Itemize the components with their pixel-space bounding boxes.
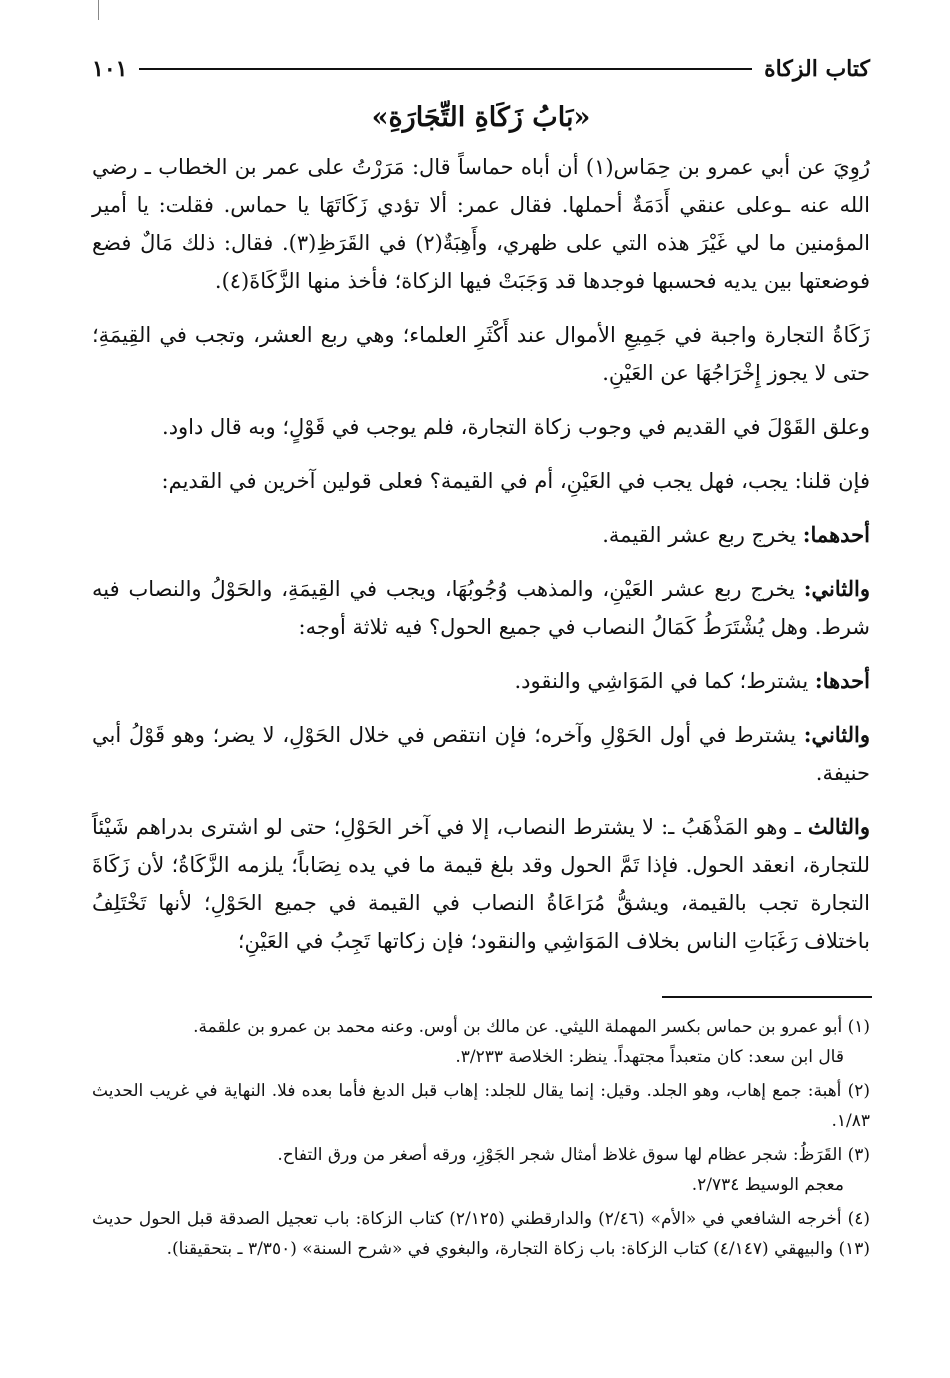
- paragraph-text: يشترط؛ كما في المَوَاشِي والنقود.: [514, 669, 815, 693]
- paragraph-lead: والثالث: [807, 814, 870, 839]
- paragraph-text: يخرج ربع عشر القيمة.: [602, 523, 803, 547]
- paragraph-text: يشترط في أول الحَوْلِ وآخره؛ فإن انتقص في خلال الحَوْلِ، لا يضر؛ وهو قَوْلُ أبي حنيفة.: [92, 723, 870, 785]
- paragraph-text: يخرج ربع عشر العَيْنِ، والمذهب وُجُوبُهَا، ويجب في القِيمَةِ، والحَوْلُ والنصاب فيه شرط. وهل يُشْتَرَطُ كَمَالُ النصاب في جميع الحول؟ فيه ثلاثة أوجه:: [92, 577, 870, 639]
- footnote: [92, 1140, 870, 1200]
- chapter-title: «بَابُ زَكَاةِ التِّجَارَةِ»: [371, 102, 591, 133]
- paragraph-text: فإن قلنا: يجب، فهل يجب في العَيْنِ، أم في القيمة؟ فعلى قولين آخرين في القديم:: [161, 469, 870, 493]
- footnote-continuation: معجم الوسيط ٢/٧٣٤.: [691, 1175, 844, 1195]
- footnote-continuation: قال ابن سعد: كان متعبداً مجتهداً. ينظر: الخلاصة ٣/٢٣٣.: [455, 1047, 844, 1067]
- header-rule: [139, 68, 752, 70]
- page-number: ١٠١: [92, 56, 128, 82]
- paragraph-text: ـ وهو المَذْهَبُ ـ: لا يشترط النصاب، إلا في آخر الحَوْلِ؛ حتى لو اشترى بدراهم شَيْئاً للتجارة، انعقد الحول. فإذا تَمَّ الحول وقد بلغ قيمة ما في يده نِصَاباً؛ يلزمه الزَّكَاةُ؛ لأن زَكَاةَ التجارة تجب بالقيمة، ويشقُّ مُرَاعَاةُ النصاب في القيمة في جميع الحَوْلِ؛ لأنها تَخْتَلِفُ باختلاف رَغَبَاتِ الناس بخلاف المَوَاشِي والنقود؛ فإن زكاتها تَجِبُ في العَيْنِ؛: [92, 815, 870, 953]
- paragraph: [92, 716, 870, 792]
- footnote-number: (٤): [847, 1209, 871, 1229]
- paragraph-text: رُوِيَ عن أبي عمرو بن حِمَاس(١) أن أباه حماساً قال: مَرَرْتُ على عمر بن الخطاب ـ رضي الله عنه ـوعلى عنقي أَدَمَةٌ أحملها. فقال عمر: ألا تؤدي زَكَاتَهَا يا حماس. فقلت: يا أمير المؤمنين ما لي غَيْرَ هذه التي على ظهري، وأَهِبَةٌ(٢) في القَرَظِ(٣). فقال: ذلك مَالٌ فضع فوضعتها بين يديه فحسبها فوجدها قد وَجَبَتْ فيها الزكاة؛ فأخذ منها الزَّكَاةَ(٤).: [92, 155, 871, 293]
- paragraph-lead: أحدها:: [814, 668, 870, 693]
- margin-tick-mark: [98, 0, 99, 20]
- paragraph: [92, 808, 870, 960]
- paragraph-text: زَكَاةُ التجارة واجبة في جَمِيعِ الأموال عند أَكْثَرِ العلماء؛ وهي ربع العشر، وتجب في القِيمَةِ؛ حتى لا يجوز إِخْرَاجُهَا عن العَيْنِ.: [92, 323, 870, 385]
- footnote-text: القَرَظُ: شجر عظام لها سوق غلاظ أمثال شجر الجَوْزِ، ورقه أصغر من ورق التفاح.: [277, 1145, 843, 1165]
- footnote: [92, 1076, 870, 1136]
- paragraph: [92, 148, 870, 300]
- paragraph: [92, 408, 870, 446]
- footnote: [92, 1012, 870, 1072]
- paragraph: [92, 316, 870, 392]
- book-title: كتاب الزكاة: [764, 56, 870, 82]
- paragraph-text: وعلق القَوْلَ في القديم في وجوب زكاة التجارة، فلم يوجب في قَوْلٍ؛ وبه قال داود.: [162, 415, 870, 439]
- footnotes: [92, 1012, 870, 1268]
- footnote: [92, 1204, 870, 1264]
- paragraph: [92, 462, 870, 500]
- footnote-text: أهبة: جمع إهاب، وهو الجلد. وقيل: إنما يقال للجلد: إهاب قبل الدبغ فأما بعده فلا. النهاية في غريب الحديث ١/٨٣.: [92, 1081, 870, 1131]
- footnote-text: أبو عمرو بن حماس بكسر المهملة الليثي. عن مالك بن أوس. وعنه محمد بن عمرو بن علقمة.: [193, 1017, 843, 1037]
- footnote-number: (٢): [847, 1081, 870, 1101]
- running-header: [92, 52, 870, 86]
- paragraph-lead: أحدهما:: [802, 522, 870, 547]
- main-text: [92, 148, 870, 976]
- paragraph: [92, 662, 870, 700]
- footnote-text: أخرجه الشافعي في «الأم» (٢/٤٦) والدارقطني (٢/١٢٥) كتاب الزكاة: باب تعجيل الصدقة قبل الحول حديث (١٣) والبيهقي (٤/١٤٧) كتاب الزكاة: باب زكاة التجارة، والبغوي في «شرح السنة» (٣/٣٥٠ ـ بتحقيقنا).: [92, 1209, 870, 1259]
- paragraph: [92, 570, 870, 646]
- paragraph-lead: والثاني:: [803, 576, 870, 601]
- paragraph-lead: والثاني:: [803, 722, 870, 747]
- footnote-number: (١): [847, 1017, 870, 1037]
- footnote-separator: [662, 996, 872, 998]
- footnote-number: (٣): [847, 1145, 870, 1165]
- paragraph: [92, 516, 870, 554]
